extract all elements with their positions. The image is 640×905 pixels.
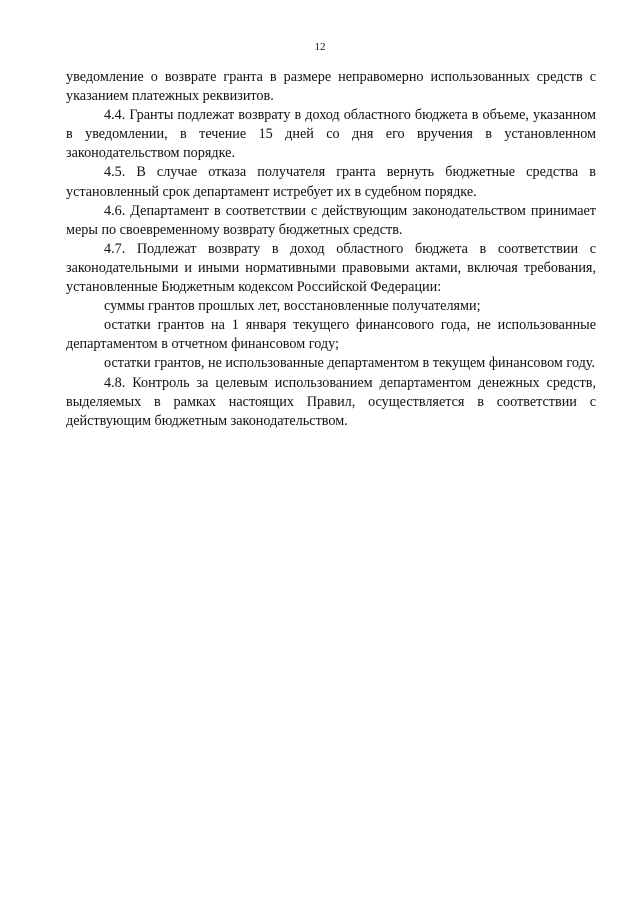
paragraph-return-notice: уведомление о возврате гранта в размере неправомерно использованных средств с указанием платежных реквизитов.	[66, 69, 596, 105]
paragraph-4-4: 4.4. Гранты подлежат возврату в доход областного бюджета в объеме, указанном в уведомлении, в течение 15 дней со дня его вручения в установленном законодательством порядке.	[66, 107, 596, 162]
list-item-prior-year-grants: суммы грантов прошлых лет, восстановленные получателями;	[104, 298, 481, 315]
list-item-current-year-balances: остатки грантов, не использованные департаментом в текущем финансовом году.	[104, 355, 596, 372]
list-item-january-balances: остатки грантов на 1 января текущего финансового года, не использованные департаментом в отчетном финансовом году;	[66, 317, 596, 353]
paragraph-4-5: 4.5. В случае отказа получателя гранта вернуть бюджетные средства в установленный срок департамент истребует их в судебном порядке.	[66, 164, 596, 200]
page-number: 12	[314, 41, 326, 53]
paragraph-4-8: 4.8. Контроль за целевым использованием департаментом денежных средств, выделяемых в рамках настоящих Правил, осуществляется в соответствии с действующим бюджетным законодательством.	[66, 374, 596, 429]
document-body	[66, 68, 596, 431]
paragraph-4-6: 4.6. Департамент в соответствии с действующим законодательством принимает меры по своевременному возврату бюджетных средств.	[66, 202, 596, 238]
paragraph-4-7: 4.7. Подлежат возврату в доход областного бюджета в соответствии с законодательными и иными нормативными правовыми актами, включая требования, установленные Бюджетным кодексом Российской Федерации:	[66, 240, 596, 296]
